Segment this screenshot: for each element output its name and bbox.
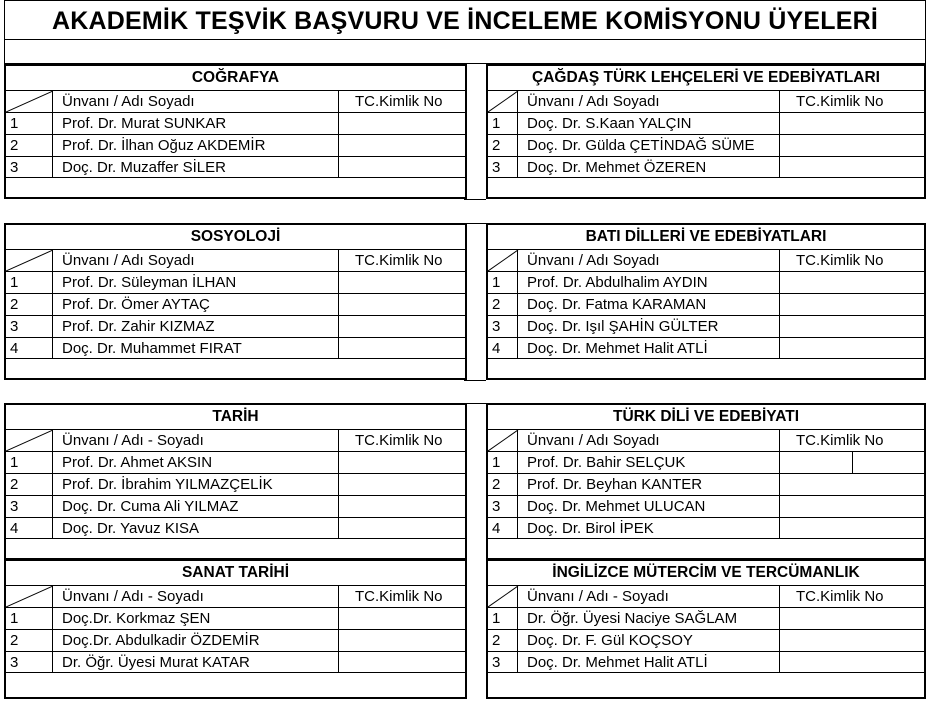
member-name: Doç.Dr. Abdulkadir ÖZDEMİR: [53, 630, 339, 651]
box-title: İNGİLİZCE MÜTERCİM VE TERCÜMANLIK: [552, 564, 860, 581]
table-row: [488, 156, 924, 178]
table-row: [488, 112, 924, 134]
table-row: [488, 495, 924, 517]
tc-number-cell: [780, 518, 924, 538]
row-number: 2: [488, 630, 518, 651]
row-number: 1: [6, 272, 53, 293]
table-row: [488, 315, 924, 337]
header-tc-cell: TC.Kimlik No: [355, 432, 443, 449]
diagonal-line-icon: [6, 430, 53, 451]
table-header-row: [488, 429, 924, 451]
member-name: Doç. Dr. Fatma KARAMAN: [518, 294, 780, 315]
member-name: Doç. Dr. Muhammet FIRAT: [53, 338, 339, 358]
title-row: [4, 0, 926, 40]
tc-number-cell: [339, 157, 465, 177]
member-name: Doç. Dr. Gülda ÇETİNDAĞ SÜME: [518, 135, 780, 156]
member-name: Prof. Dr. İlhan Oğuz AKDEMİR: [53, 135, 339, 156]
table-row: [488, 134, 924, 156]
member-name: Dr. Öğr. Üyesi Murat KATAR: [53, 652, 339, 672]
member-name: Doç. Dr. Mehmet ÖZEREN: [518, 157, 780, 177]
cell-divider: [852, 452, 853, 473]
page-title: AKADEMİK TEŞVİK BAŞVURU VE İNCELEME KOMİSYONU ÜYELERİ: [52, 7, 878, 35]
box-title: ÇAĞDAŞ TÜRK LEHÇELERİ VE EDEBİYATLARI: [532, 69, 880, 86]
tc-number-cell: [339, 452, 465, 473]
header-tc-cell: TC.Kimlik No: [796, 588, 884, 605]
row-number: 3: [488, 652, 518, 672]
header-name-cell: Ünvanı / Adı - Soyadı: [518, 586, 780, 607]
table-header-row: [6, 249, 465, 271]
tc-number-cell: [339, 294, 465, 315]
table-row: [488, 337, 924, 359]
table-row: [488, 517, 924, 539]
member-name: Prof. Dr. Abdulhalim AYDIN: [518, 272, 780, 293]
tc-number-cell: [780, 630, 924, 651]
gap-divider-line: [464, 403, 486, 404]
table-row: [488, 451, 924, 473]
table-row: [488, 629, 924, 651]
row-number: 3: [6, 496, 53, 517]
member-name: Prof. Dr. Bahir SELÇUK: [518, 452, 780, 473]
box-title: COĞRAFYA: [191, 69, 280, 86]
member-name: Doç. Dr. F. Gül KOÇSOY: [518, 630, 780, 651]
row-number: 2: [488, 135, 518, 156]
diagonal-line-icon: [6, 586, 53, 607]
member-name: Doç. Dr. Yavuz KISA: [53, 518, 339, 538]
header-no-cell: [488, 430, 518, 451]
row-number: 4: [6, 338, 53, 358]
member-name: Doç. Dr. Birol İPEK: [518, 518, 780, 538]
row-number: 1: [488, 113, 518, 134]
header-name-cell: Ünvanı / Adı - Soyadı: [53, 586, 339, 607]
header-tc-cell: TC.Kimlik No: [796, 432, 884, 449]
box-title: SOSYOLOJİ: [190, 228, 281, 245]
tc-number-cell: [780, 135, 924, 156]
table-row: [488, 271, 924, 293]
header-no-cell: [488, 586, 518, 607]
table-header-row: [6, 429, 465, 451]
tc-number-cell: [339, 272, 465, 293]
header-no-cell: [6, 91, 53, 112]
header-tc-cell: TC.Kimlik No: [355, 588, 443, 605]
member-name: Prof. Dr. Beyhan KANTER: [518, 474, 780, 495]
table-row: [488, 473, 924, 495]
member-name: Doç.Dr. Korkmaz ŞEN: [53, 608, 339, 629]
tc-number-cell: [339, 652, 465, 672]
header-tc-cell: TC.Kimlik No: [796, 93, 884, 110]
diagonal-line-icon: [6, 250, 53, 271]
table-row: [6, 495, 465, 517]
row-number: 1: [6, 452, 53, 473]
header-no-cell: [488, 250, 518, 271]
row-number: 3: [488, 496, 518, 517]
table-header-row: [6, 585, 465, 607]
header-name-cell: Ünvanı / Adı Soyadı: [518, 91, 780, 112]
row-number: 2: [488, 474, 518, 495]
table-row: [6, 473, 465, 495]
committee-box: [4, 64, 467, 199]
committee-box: [4, 223, 467, 380]
header-name-cell: Ünvanı / Adı Soyadı: [518, 430, 780, 451]
gap-divider-line: [464, 380, 486, 381]
row-number: 4: [488, 518, 518, 538]
table-row: [488, 651, 924, 673]
table-header-row: [6, 90, 465, 112]
table-row: [6, 629, 465, 651]
row-number: 2: [6, 294, 53, 315]
row-number: 4: [6, 518, 53, 538]
gap-divider-line: [464, 223, 486, 224]
row-number: 3: [488, 157, 518, 177]
committee-box: [486, 64, 926, 199]
tc-number-cell: [780, 157, 924, 177]
member-name: Doç. Dr. S.Kaan YALÇIN: [518, 113, 780, 134]
member-name: Prof. Dr. Ömer AYTAÇ: [53, 294, 339, 315]
tc-number-cell: [339, 135, 465, 156]
header-tc-cell: TC.Kimlik No: [355, 93, 443, 110]
tc-number-cell: [780, 608, 924, 629]
row-number: 1: [6, 608, 53, 629]
tc-number-cell: [780, 452, 924, 473]
member-name: Prof. Dr. İbrahim YILMAZÇELİK: [53, 474, 339, 495]
row-number: 3: [6, 652, 53, 672]
header-name-cell: Ünvanı / Adı Soyadı: [53, 91, 339, 112]
table-row: [6, 517, 465, 539]
tc-number-cell: [780, 652, 924, 672]
row-number: 3: [6, 157, 53, 177]
tc-number-cell: [339, 608, 465, 629]
header-tc-cell: TC.Kimlik No: [355, 252, 443, 269]
row-number: 2: [6, 135, 53, 156]
member-name: Doç. Dr. Işıl ŞAHİN GÜLTER: [518, 316, 780, 337]
member-name: Dr. Öğr. Üyesi Naciye SAĞLAM: [518, 608, 780, 629]
tc-number-cell: [339, 113, 465, 134]
row-number: 4: [488, 338, 518, 358]
tc-number-cell: [339, 338, 465, 358]
member-name: Doç. Dr. Mehmet Halit ATLİ: [518, 338, 780, 358]
box-title: SANAT TARİHİ: [181, 564, 290, 581]
member-name: Prof. Dr. Zahir KIZMAZ: [53, 316, 339, 337]
tc-number-cell: [339, 630, 465, 651]
table-header-row: [488, 249, 924, 271]
tc-number-cell: [339, 316, 465, 337]
tc-number-cell: [780, 338, 924, 358]
row-number: 1: [488, 608, 518, 629]
tc-number-cell: [339, 474, 465, 495]
tc-number-cell: [780, 496, 924, 517]
diagonal-line-icon: [6, 91, 53, 112]
header-name-cell: Ünvanı / Adı Soyadı: [53, 250, 339, 271]
committee-box: [486, 223, 926, 380]
row-number: 2: [6, 630, 53, 651]
table-row: [6, 293, 465, 315]
table-row: [6, 271, 465, 293]
member-name: Doç. Dr. Cuma Ali YILMAZ: [53, 496, 339, 517]
member-name: Prof. Dr. Süleyman İLHAN: [53, 272, 339, 293]
member-name: Doç. Dr. Mehmet Halit ATLİ: [518, 652, 780, 672]
committee-box: [4, 559, 467, 699]
table-row: [6, 112, 465, 134]
row-number: 3: [6, 316, 53, 337]
member-name: Doç. Dr. Mehmet ULUCAN: [518, 496, 780, 517]
header-no-cell: [6, 250, 53, 271]
header-tc-cell: TC.Kimlik No: [796, 252, 884, 269]
row-number: 2: [6, 474, 53, 495]
table-row: [6, 315, 465, 337]
box-title: BATI DİLLERİ VE EDEBİYATLARI: [585, 228, 827, 245]
row-number: 1: [488, 272, 518, 293]
row-number: 1: [488, 452, 518, 473]
row-number: 3: [488, 316, 518, 337]
table-row: [6, 337, 465, 359]
member-name: Prof. Dr. Ahmet AKSIN: [53, 452, 339, 473]
row-number: 1: [6, 113, 53, 134]
table-row: [6, 156, 465, 178]
box-title: TARİH: [212, 408, 259, 425]
tc-number-cell: [339, 496, 465, 517]
table-row: [6, 651, 465, 673]
header-name-cell: Ünvanı / Adı Soyadı: [518, 250, 780, 271]
table-row: [6, 134, 465, 156]
tc-number-cell: [780, 474, 924, 495]
header-no-cell: [6, 586, 53, 607]
empty-row: [4, 40, 926, 64]
tc-number-cell: [339, 518, 465, 538]
table-header-row: [488, 90, 924, 112]
tc-number-cell: [780, 316, 924, 337]
member-name: Prof. Dr. Murat SUNKAR: [53, 113, 339, 134]
box-title: TÜRK DİLİ VE EDEBİYATI: [612, 408, 800, 425]
table-row: [488, 293, 924, 315]
member-name: Doç. Dr. Muzaffer SİLER: [53, 157, 339, 177]
gap-divider-line: [464, 199, 486, 200]
header-no-cell: [488, 91, 518, 112]
header-no-cell: [6, 430, 53, 451]
committee-box: [4, 403, 467, 560]
header-name-cell: Ünvanı / Adı - Soyadı: [53, 430, 339, 451]
table-header-row: [488, 585, 924, 607]
committee-box: [486, 559, 926, 699]
row-number: 2: [488, 294, 518, 315]
table-row: [488, 607, 924, 629]
tc-number-cell: [780, 113, 924, 134]
tc-number-cell: [780, 272, 924, 293]
committee-box: [486, 403, 926, 560]
table-row: [6, 607, 465, 629]
tc-number-cell: [780, 294, 924, 315]
table-row: [6, 451, 465, 473]
